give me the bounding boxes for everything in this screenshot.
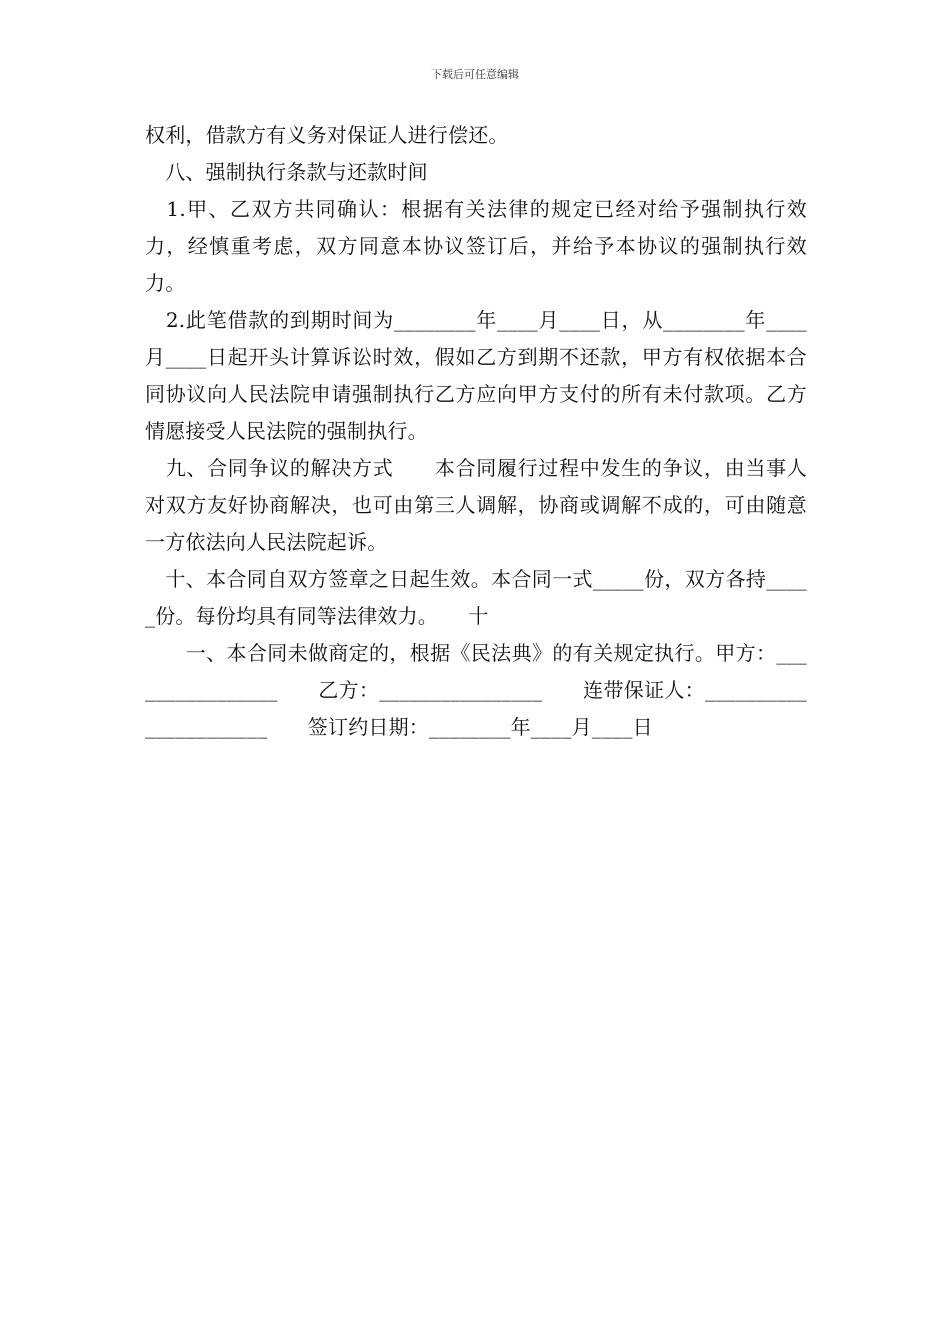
paragraph-effectiveness: 十、本合同自双方签章之日起生效。本合同一式_____份，双方各持_____份。每份均具有同等法律效力。 十 <box>145 567 807 628</box>
document-body <box>145 117 807 746</box>
paragraph-signatures: 一、本合同未做商定的，根据《民法典》的有关规定执行。甲方：________________ 乙方：________________ 连带保证人：______________________ 签订约日期：________年____月____日 <box>145 641 807 739</box>
paragraph-due-date: 2.此笔借款的到期时间为________年____月____日，从________年____月____日起开头计算诉讼时效，假如乙方到期不还款，甲方有权依据本合同协议向人民法院申请强制执行乙方应向甲方支付的所有未付款项。乙方情愿接受人民法院的强制执行。 <box>145 308 807 443</box>
section-heading-enforcement: 八、强制执行条款与还款时间 <box>145 160 428 184</box>
paragraph-enforcement-confirmation: 1.甲、乙双方共同确认：根据有关法律的规定已经对给予强制执行效力，经慎重考虑，双方同意本协议签订后，并给予本协议的强制执行效力。 <box>145 197 807 295</box>
paragraph-guarantor-repayment: 权利，借款方有义务对保证人进行偿还。 <box>145 123 509 147</box>
page-header: 下载后可任意编辑 <box>431 68 519 81</box>
paragraph-dispute-resolution: 九、合同争议的解决方式 本合同履行过程中发生的争议，由当事人对双方友好协商解决，也可由第三人调解，协商或调解不成的，可由随意一方依法向人民法院起诉。 <box>145 456 807 554</box>
